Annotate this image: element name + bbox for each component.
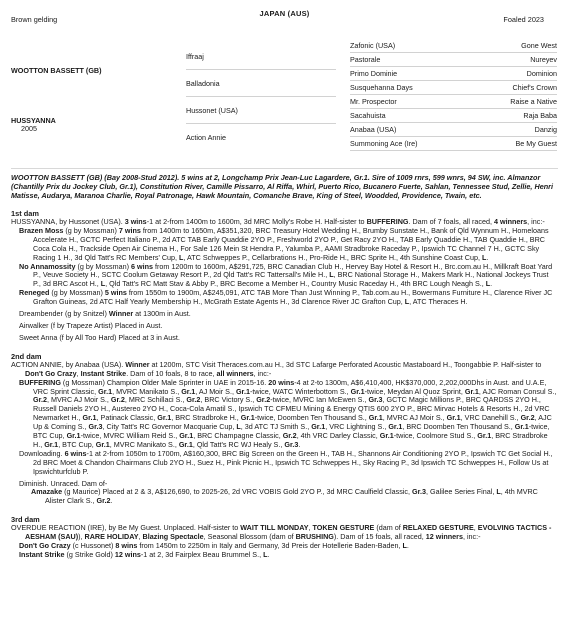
gen3-row: Sacahuista Raja Baba xyxy=(350,109,557,123)
gen3-row: Zafonic (USA) Gone West xyxy=(350,39,557,53)
sex-colour: Brown gelding xyxy=(11,15,58,24)
page-header xyxy=(11,6,558,30)
third-dam-heading: 3rd dam xyxy=(11,515,40,525)
sire-name: WOOTTON BASSETT (GB) xyxy=(11,66,102,75)
progeny-entry: Diminish. Unraced. Dam of- xyxy=(19,478,108,488)
first-dam-paragraph: HUSSYANNA, by Hussonet (USA). 3 wins-1 at 2-from 1400m to 1600m, 3d MRC Molly's Robe H. Half-sister to BUFFERING. Dam of 7 foals, all raced, 4 winners, inc:- xyxy=(11,217,545,226)
gen3-row: Pastorale Nureyev xyxy=(350,53,557,67)
second-dam-paragraph: ACTION ANNIE, by Anabaa (USA). Winner at 1200m, STC Visit Theraces.com.au H., 3d STC Lafarge Perforated Acoustic Mastaboard H., Toongabbie P. Half-sister to Don't Go Crazy, Instant Strike. Dam of 10 foals, 8 to race, all winners, inc:- xyxy=(11,359,542,378)
gen3-row: Mr. Prospector Raise a Native xyxy=(350,95,557,109)
progeny-entry: Brazen Moss (g by Mossman) 7 wins from 1400m to 1650m, A$351,320, BRC Treasury Hotel Wedding H., Brumby Sunstate H., Bank of Qld Wynnum H., Homeloans Accelerate H., GCTC Perfect Italiano P., 2d ATC TAB Early Quaddie 2YO P., Freshworld 2YO P., Get Racy 2YO H., TAB Early Quaddie H., TAB Quaddie H., BRC Coca Cola H., Trackside Open Air Cinema H., For Sale 126 Mein St Hendra P., Yalumba P., AAMI Stradbroke Raceday P., Ipswich TC Channel 7 H., GCTC Sky Racing 1 H., 3d Qld Tatt's RC Members' Cup, L, ATC Schweppes P., Cellarbrations H., Pro-Ride H., BRC Sprite H., 4th Sunshine Coast Cup, L. xyxy=(19,225,549,262)
sire-summary: WOOTTON BASSETT (GB) (Bay 2008-Stud 2012). 5 wins at 2, Longchamp Prix Jean-Luc Lagardere, Gr.1. Sire of 1009 rnrs, 599 wnrs, 94 SW, inc. Almanzor (Chantilly Prix du Jockey Club, Gr.1), Constitution River, Camille Pissarro, Al Riffa, Whirl, Puerto Rico, Bucanero Fuerte, Sahlan, Tennessee Stud, Zellie, Henri Matisse, Audarya, Maranoa Charlie, Royal Patronage, Hawk Mountain, Comanche Brave, King of Steel, Woodded, Providence, Twain, etc. xyxy=(11,168,558,200)
gen3-row: Anabaa (USA) Danzig xyxy=(350,123,557,137)
pedigree-table xyxy=(11,30,558,160)
grand-progeny-entry: Amazake (g Maurice) Placed at 2 & 3, A$126,690, to 2025-26, 2d VRC VOBIS Gold 2YO P., 3d MRC Caulfield Classic, Gr.3, Galilee Series Final, L, 4th MVRC Alister Clark S., Gr.2. xyxy=(31,487,538,506)
gen3-row: Susquehanna Days Chief's Crown xyxy=(350,81,557,95)
progeny-entry: Dreambender (g by Snitzel) Winner at 1300m in Aust. xyxy=(19,309,191,319)
third-dam-paragraph: OVERDUE REACTION (IRE), by Be My Guest. Unplaced. Half-sister to WAIT TILL MONDAY, TOKEN GESTURE (dam of RELAXED GESTURE, EVOLVING TACTICS - AESHAM (SAU)), RARE HOLIDAY, Blazing Spectacle, Seasonal Blossom (dam of BRUSHING). Dam of 15 foals, all raced, 12 winners, inc:- xyxy=(11,523,552,542)
progeny-entry: BUFFERING (g Mossman) Champion Older Male Sprinter in UAE in 2015-16. 20 wins-4 at 2-to 1300m, A$6,410,400, HK$370,000, 2,202,000Dhs in Aust. and U.A.E, VRC Sprint Classic, Gr.1, MVRC Manikato S., Gr.1, AJ Moir S., Gr.1-twice, WATC Winterbottom S., Gr.1-twice, Meydan Al Quoz Sprint, Gr.1, AJC Roman Consul S., Gr.2, MVRC AJ Moir S., Gr.2, MRC Schillaci S., Gr.2, BRC Victory S., Gr.2-twice, MVRC Ian McEwen S., Gr.3, GCTC Magic Millions P., BRC QARDSS 2YO H., Russell Daniels 2YO H., Austereo 2YO H., Coca-Cola Amatil S., Ipswich TC CFMEU Mining & Energy QTIS 600 2YO P., BRC Mirvac Hotels & Resorts H., 2d VRC Newmarket H., Gr.1, Patinack Classic, Gr.1, BRC Stradbroke H., Gr.1-twice, Doomben Ten Thousand S., Gr.1, MVRC AJ Moir S., Gr.1, VRC Danehill S., Gr.2, AJC Up & Coming S., Gr.3, City Tatt's RC Governor Macquarie Cup, L, 3d ATC TJ Smith S., Gr.1, VRC Lightning S., Gr.1, BRC Doomben Ten Thousand S., Gr.1-twice, BTC Cup, Gr.1-twice, MVRC William Reid S., Gr.1, BRC Champagne Classic, Gr.2, 4th VRC Darley Classic, Gr.1-twice, Coolmore Stud S., Gr.1, BRC Stradbroke H., Gr.1, BTC Cup, Gr.1, MVRC Manikato S., Gr.1, Qld Tatt's RC WJ Healy S., Gr.3. xyxy=(19,377,557,449)
progeny-entry: Instant Strike (g Strike Gold) 12 wins-1 at 2, 3d Fairplex Beau Brummel S., L. xyxy=(19,550,270,559)
sire-dam: Balladonia xyxy=(186,79,220,88)
dam-year: 2005 xyxy=(21,124,37,133)
second-dam-heading: 2nd dam xyxy=(11,351,42,361)
progeny-entry: Reneged (g by Mossman) 5 wins from 1550m to 1900m, A$245,091, ATC TAB More Than Just Winning P., Tab.com.au H., Bowermans Furniture H., Clarence River JC Grafton Guineas, 2d ATC Half Yearly Membership H., McGrath Estate Agents H., 3d Clarence River JC Grafton Cup, L, ATC Theraces H. xyxy=(19,288,553,307)
gen3-row: Primo Dominie Dominion xyxy=(350,67,557,81)
progeny-entry: Downloading. 6 wins-1 at 2-from 1050m to 1700m, A$160,300, BRC Big Screen on the Green H., TAB H., Shannons Air Conditioning 2YO P., Ipswich TC Get Social H., 2d BRC Moet & Chandon Chairmans Club 2YO H., Suez H., Pink Picnic H., Ipswich TC Schweppes H., Sky Racing P., 3d Ipswich TC Schweppes H., Follow Us at Ipswichturfclub P. xyxy=(19,448,553,476)
dam-sire: Hussonet (USA) xyxy=(186,106,238,115)
horse-name: JAPAN (AUS) xyxy=(259,9,310,18)
pedigree-divider xyxy=(186,96,336,97)
first-dam-heading: 1st dam xyxy=(11,209,39,218)
pedigree-divider xyxy=(186,123,336,124)
progeny-entry: Airwalker (f by Trapeze Artist) Placed in Aust. xyxy=(19,320,163,330)
gen3-row: Summoning Ace (Ire) Be My Guest xyxy=(350,137,557,151)
dam-name: HUSSYANNA xyxy=(11,116,56,125)
progeny-entry: Don't Go Crazy (c Hussonet) 8 wins from 1450m to 2250m in Italy and Germany, 3d Preis der Hotellerie Baden-Baden, L. xyxy=(19,541,409,551)
sire-sire: Iffraaj xyxy=(186,52,204,61)
pedigree-divider xyxy=(186,69,336,70)
progeny-entry: No Annamossity (g by Mossman) 6 wins from 1200m to 1600m, A$291,725, BRC Canadian Club H., Hervey Bay Hotel & Resort H., Brc.com.au H., Millkraft Boat Yard P., Veuve Society H., SCTC Coolum Getaway Resort P., 2d Qld Tatt's RC Tattersall's Mile H., L, BRC National Storage H., Makers Mark H., National Jockeys Trust P., 3d BRC Ascot H., L, Qld Tatt's RC Matt Stav & Abby P., BRC Become a Member H., Country Music Raceday H., 4th BRC Lough Neagh S., L. xyxy=(19,261,553,289)
dam-dam: Action Annie xyxy=(186,133,226,142)
progeny-entry: Sweet Anna (f by All Too Hard) Placed at 3 in Aust. xyxy=(19,332,180,342)
foaled-year: Foaled 2023 xyxy=(503,15,544,24)
